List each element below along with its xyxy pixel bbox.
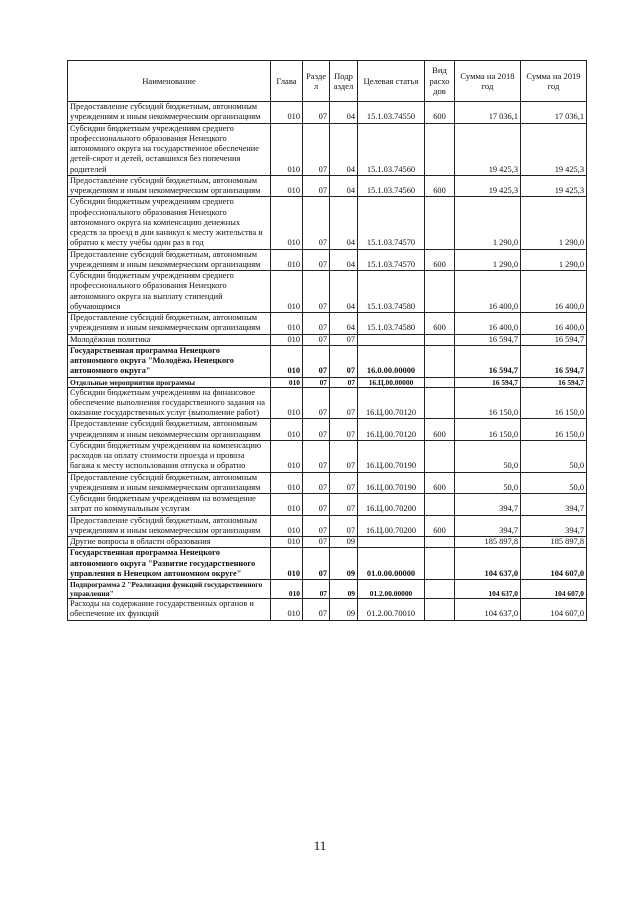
- cell-subsection: 07: [330, 334, 358, 345]
- cell-sum2019: 19 425,3: [521, 123, 587, 175]
- cell-target: [358, 334, 425, 345]
- table-row: [68, 197, 587, 249]
- table-row: [68, 599, 587, 621]
- cell-section: 07: [303, 419, 330, 441]
- cell-subsection: 07: [330, 515, 358, 537]
- cell-target: 15.1.03.74570: [358, 197, 425, 249]
- cell-sum2018: 394,7: [455, 515, 521, 537]
- table-row: [68, 123, 587, 175]
- cell-chapter: 010: [271, 440, 303, 472]
- cell-sum2018: 104 637,0: [455, 580, 521, 599]
- cell-chapter: 010: [271, 102, 303, 124]
- cell-sum2019: 16 400,0: [521, 313, 587, 335]
- cell-section: 07: [303, 548, 330, 580]
- cell-subsection: 09: [330, 537, 358, 548]
- cell-subsection: 07: [330, 387, 358, 419]
- cell-name: Субсидии бюджетным учреждениям среднего профессионального образования Ненецкого автономного округа на компенсацию денежных средств за проезд в дни каникул к месту жительства и обратно к месту учёбы один раз в год: [68, 197, 271, 249]
- cell-type: 600: [425, 249, 455, 271]
- cell-name: Предоставление субсидий бюджетным, автономным учреждениям и иным некоммерческим организациям: [68, 515, 271, 537]
- cell-target: 16.Ц.00.00000: [358, 377, 425, 387]
- cell-chapter: 010: [271, 249, 303, 271]
- table-row: [68, 175, 587, 197]
- cell-name: Субсидии бюджетным учреждениям на компенсацию расходов на оплату стоимости проезда и провоза багажа к месту использования отпуска и обратно: [68, 440, 271, 472]
- cell-subsection: 04: [330, 313, 358, 335]
- table-header-row: [68, 61, 587, 102]
- table-row: [68, 472, 587, 494]
- cell-sum2018: 19 425,3: [455, 175, 521, 197]
- table-row: [68, 440, 587, 472]
- cell-name: Предоставление субсидий бюджетным, автономным учреждениям и иным некоммерческим организациям: [68, 249, 271, 271]
- cell-sum2019: 1 290,0: [521, 197, 587, 249]
- cell-sum2018: 50,0: [455, 472, 521, 494]
- cell-chapter: 010: [271, 345, 303, 377]
- cell-subsection: 04: [330, 123, 358, 175]
- cell-target: 15.1.03.74570: [358, 249, 425, 271]
- cell-sum2018: 1 290,0: [455, 197, 521, 249]
- cell-target: 16.Ц.00.70200: [358, 515, 425, 537]
- cell-name: Отдельные мероприятия программы: [68, 377, 271, 387]
- cell-subsection: 07: [330, 345, 358, 377]
- cell-subsection: 04: [330, 197, 358, 249]
- cell-chapter: 010: [271, 377, 303, 387]
- table-row: [68, 515, 587, 537]
- cell-target: 01.0.00.00000: [358, 548, 425, 580]
- cell-sum2018: 19 425,3: [455, 123, 521, 175]
- cell-name: Подпрограмма 2 "Реализация функций государственного управления": [68, 580, 271, 599]
- table-row: [68, 537, 587, 548]
- cell-sum2018: 185 897,8: [455, 537, 521, 548]
- table-row: [68, 494, 587, 516]
- cell-subsection: 04: [330, 271, 358, 313]
- cell-sum2019: 16 594,7: [521, 345, 587, 377]
- cell-section: 07: [303, 249, 330, 271]
- cell-section: 07: [303, 175, 330, 197]
- cell-type: [425, 580, 455, 599]
- cell-type: 600: [425, 472, 455, 494]
- cell-chapter: 010: [271, 515, 303, 537]
- col-header-name: Наименование: [68, 61, 271, 102]
- cell-sum2019: 16 594,7: [521, 334, 587, 345]
- table-row: [68, 387, 587, 419]
- cell-type: [425, 494, 455, 516]
- cell-name: Субсидии бюджетным учреждениям на возмещение затрат по коммунальным услугам: [68, 494, 271, 516]
- cell-name: Предоставление субсидий бюджетным, автономным учреждениям и иным некоммерческим организациям: [68, 472, 271, 494]
- cell-section: 07: [303, 515, 330, 537]
- col-header-subsection: Подр аздел: [330, 61, 358, 102]
- cell-target: 01.2.00.70010: [358, 599, 425, 621]
- cell-sum2019: 394,7: [521, 494, 587, 516]
- cell-type: [425, 271, 455, 313]
- cell-type: [425, 537, 455, 548]
- cell-name: Предоставление субсидий бюджетным, автономным учреждениям и иным некоммерческим организациям: [68, 175, 271, 197]
- cell-subsection: 09: [330, 548, 358, 580]
- cell-sum2019: 185 897,8: [521, 537, 587, 548]
- table-row: [68, 548, 587, 580]
- cell-section: 07: [303, 599, 330, 621]
- cell-sum2019: 50,0: [521, 440, 587, 472]
- cell-chapter: 010: [271, 580, 303, 599]
- cell-sum2018: 17 036,1: [455, 102, 521, 124]
- cell-name: Государственная программа Ненецкого автономного округа "Молодёжь Ненецкого автономного округа": [68, 345, 271, 377]
- cell-subsection: 07: [330, 419, 358, 441]
- cell-subsection: 09: [330, 580, 358, 599]
- table-row: [68, 313, 587, 335]
- cell-subsection: 04: [330, 102, 358, 124]
- cell-name: Другие вопросы в области образования: [68, 537, 271, 548]
- cell-sum2019: 104 607,0: [521, 580, 587, 599]
- cell-chapter: 010: [271, 599, 303, 621]
- cell-sum2018: 16 594,7: [455, 377, 521, 387]
- cell-sum2018: 16 150,0: [455, 387, 521, 419]
- page-number: 11: [313, 838, 327, 853]
- cell-target: 16.Ц.00.70120: [358, 419, 425, 441]
- cell-target: 15.1.03.74560: [358, 123, 425, 175]
- cell-subsection: 04: [330, 249, 358, 271]
- cell-subsection: 07: [330, 440, 358, 472]
- cell-type: [425, 123, 455, 175]
- cell-sum2018: 104 637,0: [455, 548, 521, 580]
- cell-section: 07: [303, 197, 330, 249]
- cell-section: 07: [303, 580, 330, 599]
- table-row: [68, 580, 587, 599]
- col-header-sum2019: Сумма на 2019 год: [521, 61, 587, 102]
- cell-chapter: 010: [271, 472, 303, 494]
- cell-sum2019: 17 036,1: [521, 102, 587, 124]
- cell-sum2018: 394,7: [455, 494, 521, 516]
- cell-target: 16.Ц.00.70190: [358, 472, 425, 494]
- cell-section: 07: [303, 387, 330, 419]
- cell-sum2019: 16 594,7: [521, 377, 587, 387]
- cell-type: 600: [425, 515, 455, 537]
- cell-type: 600: [425, 419, 455, 441]
- cell-chapter: 010: [271, 197, 303, 249]
- cell-target: 16.Ц.00.70200: [358, 494, 425, 516]
- cell-type: [425, 599, 455, 621]
- cell-sum2018: 16 400,0: [455, 271, 521, 313]
- table-row: [68, 102, 587, 124]
- cell-name: Субсидии бюджетным учреждениям на финансовое обеспечение выполнения государственного задания на оказание государственных услуг (выполнение работ): [68, 387, 271, 419]
- cell-type: [425, 387, 455, 419]
- budget-table: [67, 60, 587, 621]
- col-header-section: Разде л: [303, 61, 330, 102]
- cell-type: [425, 440, 455, 472]
- col-header-chapter: Глава: [271, 61, 303, 102]
- cell-sum2019: 50,0: [521, 472, 587, 494]
- cell-sum2019: 104 607,0: [521, 548, 587, 580]
- cell-name: Предоставление субсидий бюджетным, автономным учреждениям и иным некоммерческим организациям: [68, 419, 271, 441]
- cell-chapter: 010: [271, 123, 303, 175]
- cell-type: 600: [425, 102, 455, 124]
- cell-chapter: 010: [271, 494, 303, 516]
- table-row: [68, 334, 587, 345]
- cell-target: 16.Ц.00.70120: [358, 387, 425, 419]
- cell-section: 07: [303, 271, 330, 313]
- cell-sum2019: 16 150,0: [521, 387, 587, 419]
- cell-sum2019: 104 607,0: [521, 599, 587, 621]
- cell-name: Государственная программа Ненецкого автономного округа "Развитие государственного управления в Ненецком автономном округе": [68, 548, 271, 580]
- cell-type: 600: [425, 313, 455, 335]
- cell-sum2018: 16 150,0: [455, 419, 521, 441]
- cell-type: [425, 334, 455, 345]
- cell-subsection: 07: [330, 377, 358, 387]
- cell-subsection: 07: [330, 494, 358, 516]
- cell-type: [425, 377, 455, 387]
- table-row: [68, 249, 587, 271]
- cell-section: 07: [303, 123, 330, 175]
- cell-chapter: 010: [271, 537, 303, 548]
- cell-type: [425, 548, 455, 580]
- cell-target: 15.1.03.74580: [358, 271, 425, 313]
- cell-section: 07: [303, 472, 330, 494]
- col-header-type: Вид расхо дов: [425, 61, 455, 102]
- cell-target: [358, 537, 425, 548]
- cell-section: 07: [303, 102, 330, 124]
- table-row: [68, 271, 587, 313]
- cell-name: Субсидии бюджетным учреждениям среднего профессионального образования Ненецкого автономного округа на государственное обеспечение детей-сирот и детей, оставшихся без попечения родителей: [68, 123, 271, 175]
- cell-name: Субсидии бюджетным учреждениям среднего профессионального образования Ненецкого автономного округа на выплату стипендий обучающимся: [68, 271, 271, 313]
- cell-section: 07: [303, 377, 330, 387]
- cell-type: [425, 345, 455, 377]
- cell-sum2018: 16 594,7: [455, 345, 521, 377]
- cell-chapter: 010: [271, 419, 303, 441]
- cell-name: Молодёжная политика: [68, 334, 271, 345]
- cell-sum2019: 394,7: [521, 515, 587, 537]
- table-body: [68, 102, 587, 621]
- cell-chapter: 010: [271, 548, 303, 580]
- cell-name: Предоставление субсидий бюджетным, автономным учреждениям и иным некоммерческим организациям: [68, 313, 271, 335]
- cell-chapter: 010: [271, 313, 303, 335]
- cell-type: 600: [425, 175, 455, 197]
- cell-sum2018: 104 637,0: [455, 599, 521, 621]
- cell-sum2019: 1 290,0: [521, 249, 587, 271]
- cell-chapter: 010: [271, 387, 303, 419]
- cell-type: [425, 197, 455, 249]
- cell-sum2019: 19 425,3: [521, 175, 587, 197]
- cell-subsection: 09: [330, 599, 358, 621]
- cell-subsection: 04: [330, 175, 358, 197]
- cell-section: 07: [303, 313, 330, 335]
- cell-target: 16.Ц.00.70190: [358, 440, 425, 472]
- cell-target: 01.2.00.00000: [358, 580, 425, 599]
- cell-subsection: 07: [330, 472, 358, 494]
- cell-sum2019: 16 150,0: [521, 419, 587, 441]
- cell-sum2018: 50,0: [455, 440, 521, 472]
- cell-section: 07: [303, 537, 330, 548]
- cell-chapter: 010: [271, 334, 303, 345]
- table-row: [68, 377, 587, 387]
- cell-chapter: 010: [271, 271, 303, 313]
- cell-target: 16.0.00.00000: [358, 345, 425, 377]
- table-row: [68, 345, 587, 377]
- table-row: [68, 419, 587, 441]
- cell-section: 07: [303, 494, 330, 516]
- cell-sum2018: 16 594,7: [455, 334, 521, 345]
- cell-name: Расходы на содержание государственных органов и обеспечение их функций: [68, 599, 271, 621]
- cell-section: 07: [303, 334, 330, 345]
- cell-target: 15.1.03.74580: [358, 313, 425, 335]
- cell-sum2019: 16 400,0: [521, 271, 587, 313]
- col-header-sum2018: Сумма на 2018 год: [455, 61, 521, 102]
- cell-target: 15.1.03.74560: [358, 175, 425, 197]
- cell-chapter: 010: [271, 175, 303, 197]
- cell-sum2018: 1 290,0: [455, 249, 521, 271]
- cell-target: 15.1.03.74550: [358, 102, 425, 124]
- cell-sum2018: 16 400,0: [455, 313, 521, 335]
- cell-section: 07: [303, 345, 330, 377]
- cell-section: 07: [303, 440, 330, 472]
- col-header-target: Целевая статья: [358, 61, 425, 102]
- cell-name: Предоставление субсидий бюджетным, автономным учреждениям и иным некоммерческим организациям: [68, 102, 271, 124]
